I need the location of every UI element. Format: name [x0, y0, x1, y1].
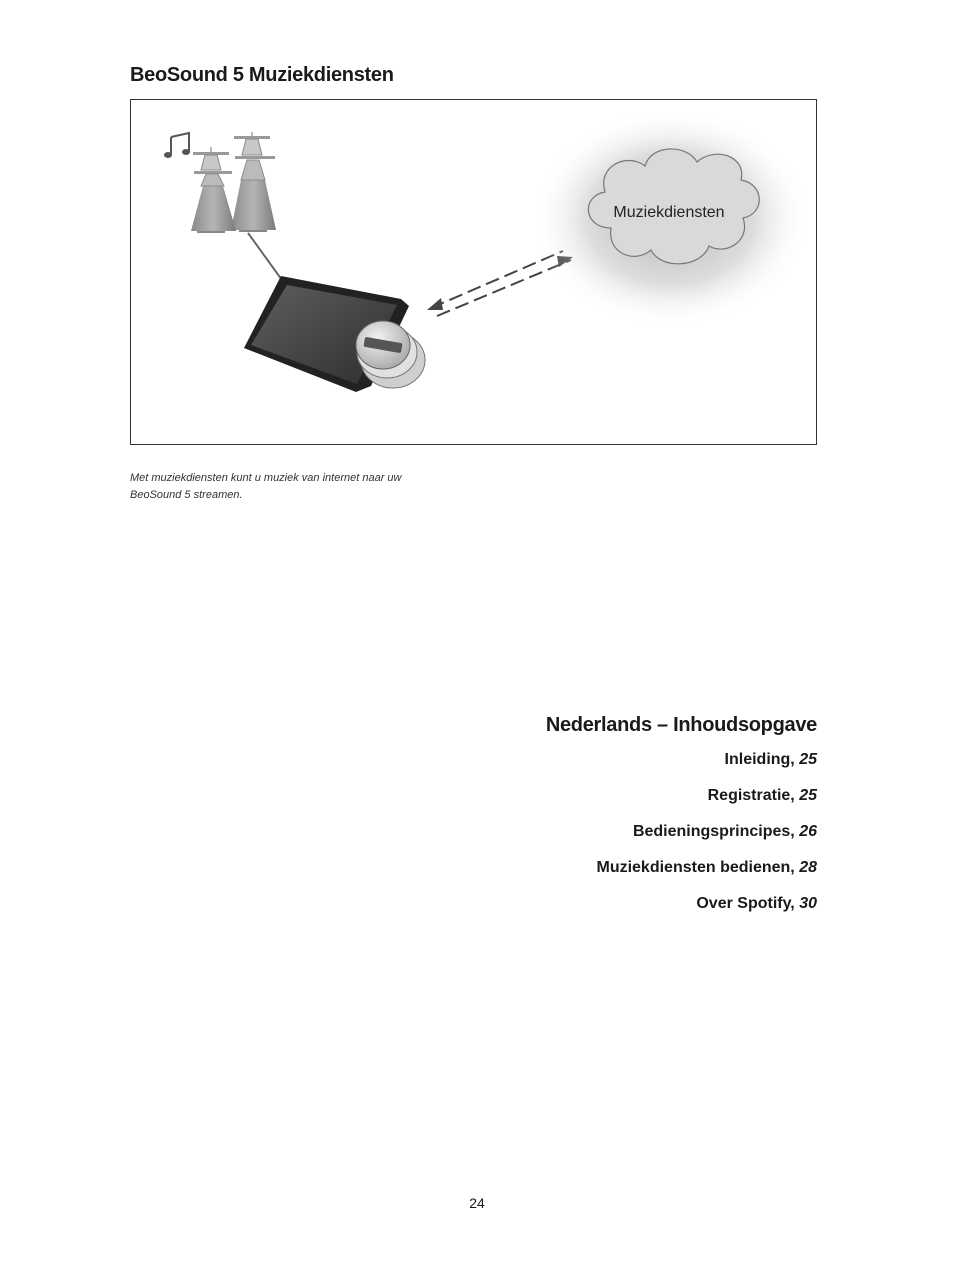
toc-item-label: Over Spotify,	[696, 895, 795, 912]
table-of-contents	[546, 714, 817, 927]
toc-item-bedieningsprincipes[interactable]	[546, 819, 817, 855]
toc-item-muziekdiensten-bedienen[interactable]	[546, 855, 817, 891]
toc-item-registratie[interactable]	[546, 783, 817, 819]
toc-item-label: Bedieningsprincipes,	[632, 823, 795, 840]
toc-item-inleiding[interactable]	[546, 747, 817, 783]
toc-item-page: 25	[799, 751, 817, 768]
toc-item-label: Registratie,	[707, 787, 795, 804]
speaker-icon	[231, 132, 276, 232]
speaker-icon	[191, 147, 236, 233]
figure-caption	[130, 470, 450, 504]
music-note-icon	[164, 133, 190, 158]
toc-item-label: Inleiding,	[724, 751, 795, 768]
section-title: BeoSound 5 Muziekdiensten	[130, 64, 394, 86]
toc-item-page: 26	[799, 823, 817, 840]
illustration-figure	[130, 99, 817, 445]
toc-title: Nederlands – Inhoudsopgave	[545, 714, 817, 736]
toc-item-page: 28	[799, 859, 817, 876]
toc-item-page: 25	[799, 787, 817, 804]
cloud-label: Muziekdiensten	[613, 204, 725, 221]
caption-line-1: Met muziekdiensten kunt u muziek van internet naar uw	[130, 472, 402, 484]
page-number: 24	[469, 1195, 485, 1211]
cloud-icon	[531, 108, 811, 328]
illustration-svg	[131, 100, 818, 446]
beosound5-device-icon	[244, 276, 425, 392]
toc-item-over-spotify[interactable]	[546, 891, 817, 927]
caption-line-2: BeoSound 5 streamen.	[130, 489, 243, 501]
toc-item-page: 30	[799, 895, 817, 912]
toc-item-label: Muziekdiensten bedienen,	[596, 859, 795, 876]
toc-list	[546, 747, 817, 927]
